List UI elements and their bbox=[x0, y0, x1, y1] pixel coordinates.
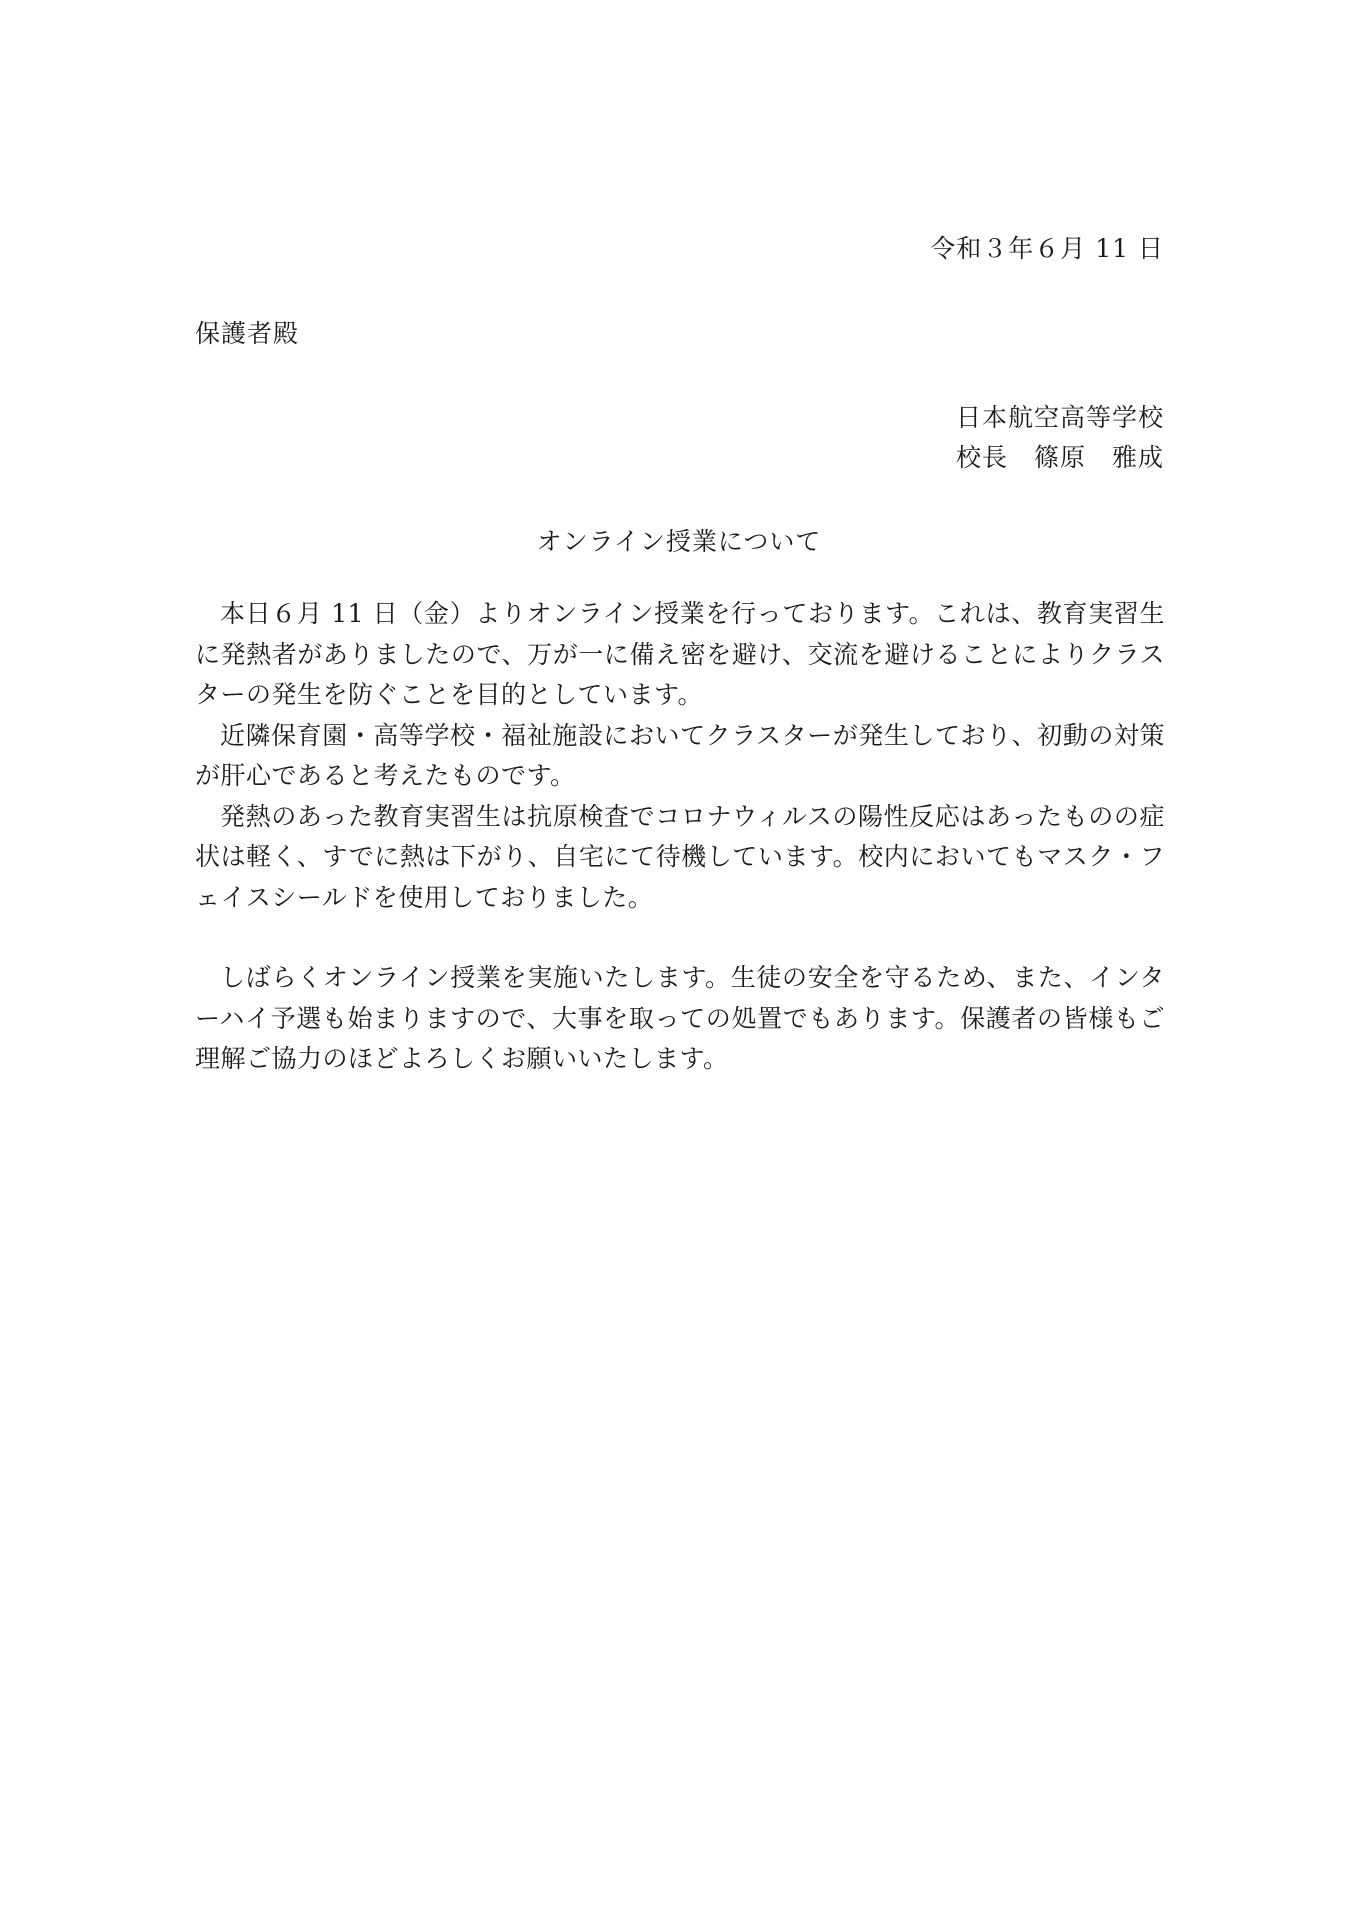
letter-date: 令和３年６月 11 日 bbox=[930, 234, 1164, 263]
body-paragraph: 近隣保育園・高等学校・福祉施設においてクラスターが発生しており、初動の対策が肝心であると考えたものです。 bbox=[195, 720, 1165, 790]
sender-block bbox=[956, 398, 1164, 478]
sender-school: 日本航空高等学校 bbox=[955, 403, 1164, 432]
letter-title: オンライン授業について bbox=[536, 527, 822, 556]
body-paragraph: 発熱のあった教育実習生は抗原検査でコロナウィルスの陽性反応はあったものの症状は軽く、すでに熱は下がり、自宅にて待機しています。校内においてもマスク・フェイスシールドを使用しておりました。 bbox=[195, 801, 1165, 912]
body-paragraph: しばらくオンライン授業を実施いたします。生徒の安全を守るため、また、インターハイ予選も始まりますので、大事を取っての処置でもあります。保護者の皆様もご理解ご協力のほどよろしくお願いいたします。 bbox=[195, 963, 1165, 1073]
letter-body bbox=[195, 594, 1165, 1080]
body-paragraph: 本日６月 11 日（金）よりオンライン授業を行っております。これは、教育実習生に発熱者がありましたので、万が一に備え密を避け、交流を避けることによりクラスターの発生を防ぐことを目的としています。 bbox=[195, 599, 1165, 709]
sender-principal: 校長 篠原 雅成 bbox=[955, 443, 1164, 472]
recipient: 保護者殿 bbox=[195, 319, 300, 348]
